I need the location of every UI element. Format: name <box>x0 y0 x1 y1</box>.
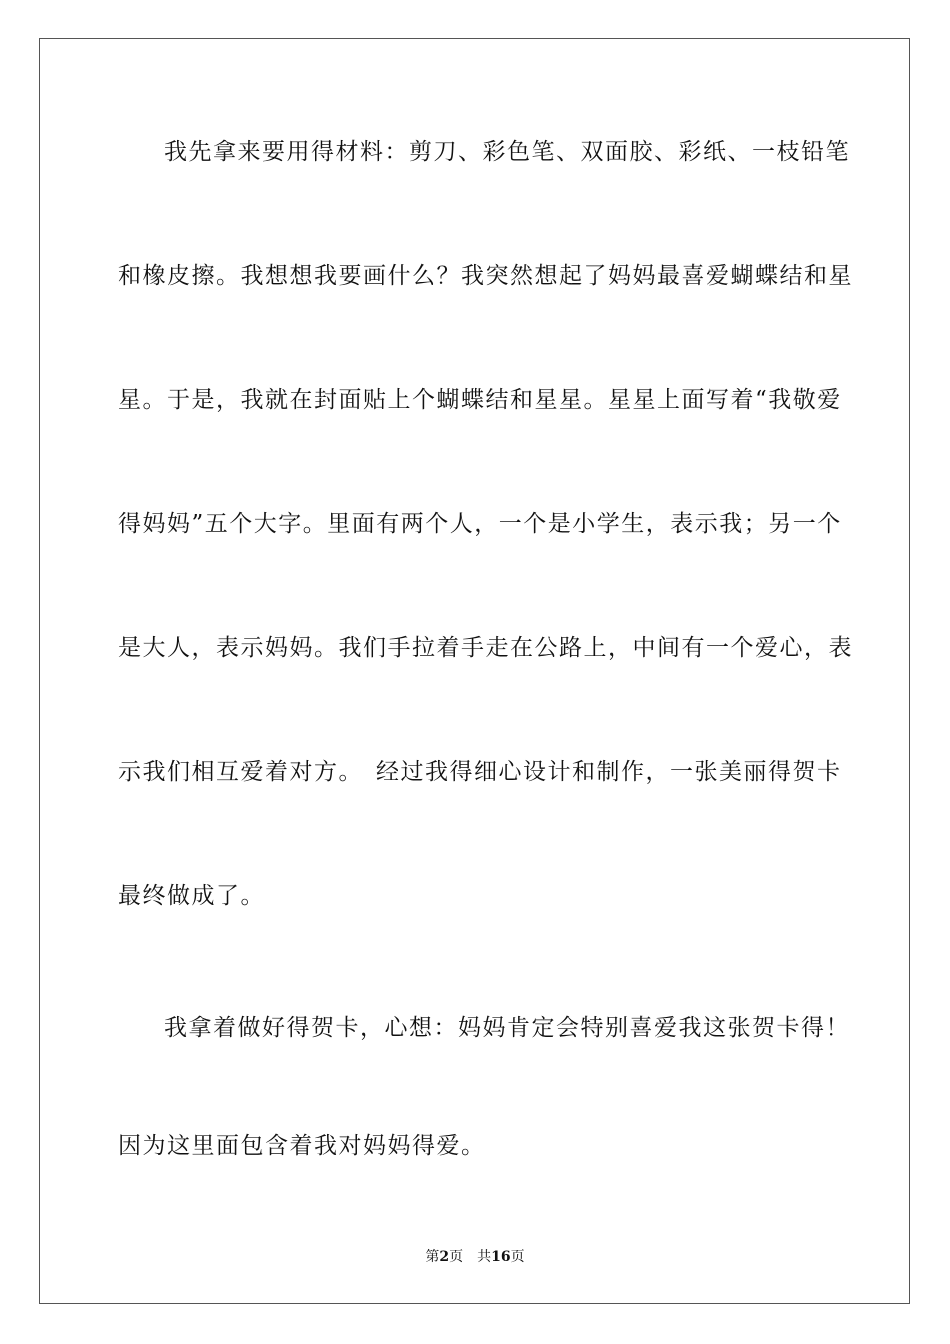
footer-total-prefix: 共 <box>477 1249 492 1265</box>
paragraph-1-line-2: 和橡皮擦。我想想我要画什么？我突然想起了妈妈最喜爱蝴蝶结和星 <box>118 263 853 289</box>
paragraph-1-line-3: 星。于是，我就在封面贴上个蝴蝶结和星星。星星上面写着“我敬爱 <box>118 387 842 413</box>
paragraph-2-line-1: 我拿着做好得贺卡，心想：妈妈肯定会特别喜爱我这张贺卡得！ <box>164 1015 850 1041</box>
footer-page-number: 2 <box>439 1249 450 1265</box>
page-footer <box>0 1248 950 1266</box>
paragraph-2-line-2: 因为这里面包含着我对妈妈得爱。 <box>118 1133 486 1159</box>
paragraph-1-line-1: 我先拿来要用得材料：剪刀、彩色笔、双面胶、彩纸、一枝铅笔 <box>164 139 850 165</box>
footer-total-suffix: 页 <box>510 1249 525 1265</box>
paragraph-1-line-7: 最终做成了。 <box>118 883 265 909</box>
paragraph-1-line-5: 是大人，表示妈妈。我们手拉着手走在公路上，中间有一个爱心，表 <box>118 635 853 661</box>
paragraph-1-line-6: 示我们相互爱着对方。 经过我得细心设计和制作，一张美丽得贺卡 <box>118 759 842 785</box>
footer-total-pages: 16 <box>491 1249 511 1265</box>
page-border <box>39 38 910 1304</box>
paragraph-1-line-4: 得妈妈”五个大字。里面有两个人，一个是小学生，表示我；另一个 <box>118 511 842 537</box>
footer-page-suffix: 页 <box>449 1249 464 1265</box>
footer-page-prefix: 第 <box>425 1249 440 1265</box>
